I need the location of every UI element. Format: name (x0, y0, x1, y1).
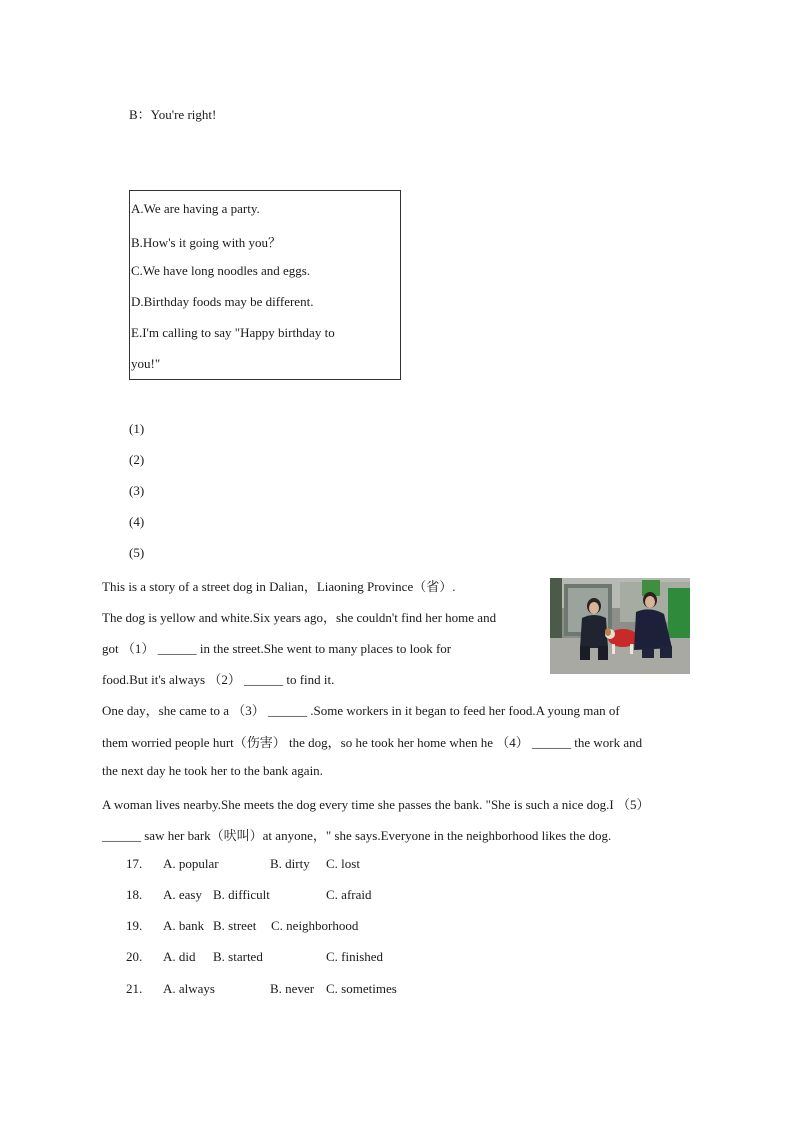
options-box (129, 190, 401, 380)
option-a: A. popular (163, 856, 219, 871)
blank-number: (2) (129, 452, 145, 467)
option-c: C. afraid (326, 887, 372, 902)
option-b: B. difficult (213, 887, 270, 902)
passage-line: got （1） ______ in the street.She went to many places to look for (102, 641, 452, 656)
question-number: 19. (126, 918, 143, 933)
question-number: 18. (126, 887, 143, 902)
option-e: E.I'm calling to say "Happy birthday to (131, 325, 335, 340)
option-e-cont: you!" (131, 356, 161, 371)
dialog-line-b: B：You're right! (129, 107, 217, 122)
blank-number: (3) (129, 483, 145, 498)
option-b: B. street (213, 918, 257, 933)
passage-line: A woman lives nearby.She meets the dog every time she passes the bank. "She is such a nice dog.I （5） (102, 797, 650, 812)
passage-line: This is a story of a street dog in Dalian，Liaoning Province（省）. (102, 579, 456, 594)
option-c: C.We have long noodles and eggs. (131, 263, 311, 278)
blank-number: (4) (129, 514, 145, 529)
blank-number: (5) (129, 545, 145, 560)
passage-line: the next day he took her to the bank again. (102, 763, 323, 778)
option-c: C. sometimes (326, 981, 397, 996)
question-number: 21. (126, 981, 143, 996)
option-c: C. lost (326, 856, 360, 871)
passage-line: them worried people hurt（伤害） the dog，so he took her home when he （4） ______ the work and (102, 735, 643, 750)
option-c: C. finished (326, 949, 384, 964)
option-a: A. easy (163, 887, 202, 902)
option-b: B. never (270, 981, 315, 996)
passage-line: ______ saw her bark（吠叫）at anyone，" she says.Everyone in the neighborhood likes the dog. (102, 828, 612, 843)
passage-line: The dog is yellow and white.Six years ago，she couldn't find her home and (102, 610, 497, 625)
option-b: B. started (213, 949, 263, 964)
question-number: 20. (126, 949, 143, 964)
option-b: B.How's it going with you？ (131, 235, 282, 250)
question-number: 17. (126, 856, 143, 871)
option-a: A. always (163, 981, 215, 996)
option-c: C. neighborhood (271, 918, 359, 933)
passage-line: One day，she came to a （3） ______ .Some workers in it began to feed her food.A young man of (102, 703, 620, 718)
option-a: A. bank (163, 918, 205, 933)
option-b: B. dirty (270, 856, 310, 871)
passage-line: food.But it's always （2） ______ to find it. (102, 672, 335, 687)
blank-number: (1) (129, 421, 145, 436)
option-a: A. did (163, 949, 196, 964)
dog-photo (550, 578, 690, 674)
option-d: D.Birthday foods may be different. (131, 294, 314, 309)
option-a: A.We are having a party. (131, 201, 260, 216)
